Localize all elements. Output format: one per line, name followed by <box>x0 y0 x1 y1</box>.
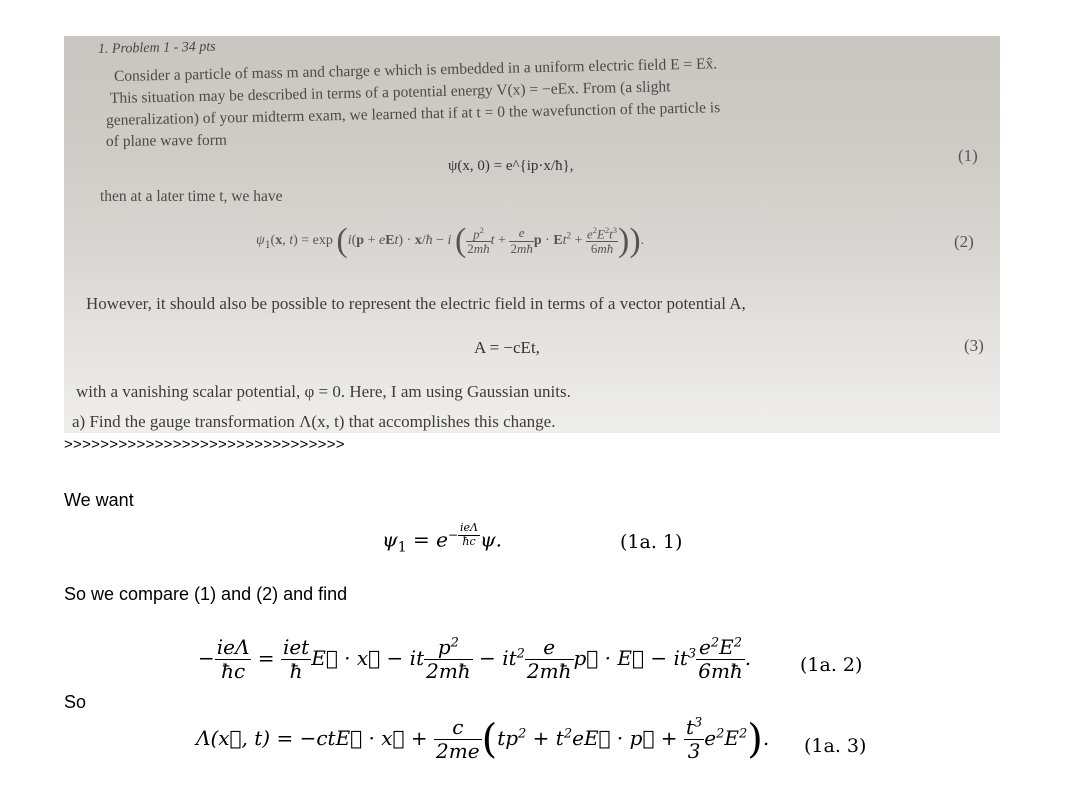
so-text: So <box>64 692 87 712</box>
separator-arrows: >>>>>>>>>>>>>>>>>>>>>>>>>>>>>>> <box>64 436 345 453</box>
equation-1a3: Λ(x⃗, t) = −ctE⃗ · x⃗ + $\frac{c}{2me}$ ($tp^2$ + $t^2eE⃗$ · p⃗ + $\frac{t^3}{3}$ $e^2E^2$). <box>196 715 770 763</box>
equation-1a1: $\psi_1 = e^{- \frac{\text{ieΛ}}{ħc}}$ ψ. <box>382 521 503 556</box>
equation-2: $\psi_1(x$, t) = exp (i(p + eEt) · x/ħ − i ( $\frac{p^2}{2mħ}$ t + $\frac{e}{2mħ}$ $p \cdot Et^2$ + $\frac{e^2E^2t^3}{6mħ}$ )). <box>256 222 645 259</box>
part-a-text: a) Find the gauge transformation Λ(x, t) that accomplishes this change. <box>72 412 556 431</box>
equation-1a3-number: (1a. 3) <box>804 735 867 757</box>
we-want-text: We want <box>64 490 134 510</box>
equation-1a1-number: (1a. 1) <box>620 531 683 553</box>
compare-text: So we compare (1) and (2) and find <box>64 584 348 604</box>
equation-3-number: (3) <box>964 336 984 355</box>
problem-heading: 1. Problem 1 - 34 pts <box>97 39 216 57</box>
later-time-text: then at a later time t, we have <box>100 188 283 205</box>
intro-line-2: This situation may be described in terms of a potential energy V(x) = −eEx. From (a slight <box>109 78 671 107</box>
intro-line-4: of plane wave form <box>105 131 228 150</box>
equation-1a2: − $\frac{\text{ieΛ}}{ħc}$ = $\frac{\text{iet}}{ħ}$ E⃗ · x⃗ − it $\frac{p^2}{2mħ}$ − $it^2$ $\frac{e}{2mħ}$ p⃗ · E⃗ − $it^3$ $\frac{e^2E^2}{6mħ}$ . <box>198 635 752 683</box>
equation-1a2-number: (1a. 2) <box>800 654 863 676</box>
vanishing-text: with a vanishing scalar potential, φ = 0. Here, I am using Gaussian units. <box>76 382 571 401</box>
problem-photo <box>64 36 1000 433</box>
intro-line-1: Consider a particle of mass m and charge e which is embedded in a uniform electric field E = Ex̂. <box>113 55 718 85</box>
equation-3: A = −cEt, <box>474 338 540 357</box>
equation-2-number: (2) <box>954 232 974 251</box>
equation-1: ψ(x, 0) = e^{ip·x/ħ}, <box>448 158 574 174</box>
equation-1-number: (1) <box>958 146 978 165</box>
however-text: However, it should also be possible to represent the electric field in terms of a vector potential A, <box>86 294 746 313</box>
intro-line-3: generalization) of your midterm exam, we learned that if at t = 0 the wavefunction of the particle is <box>105 99 721 129</box>
